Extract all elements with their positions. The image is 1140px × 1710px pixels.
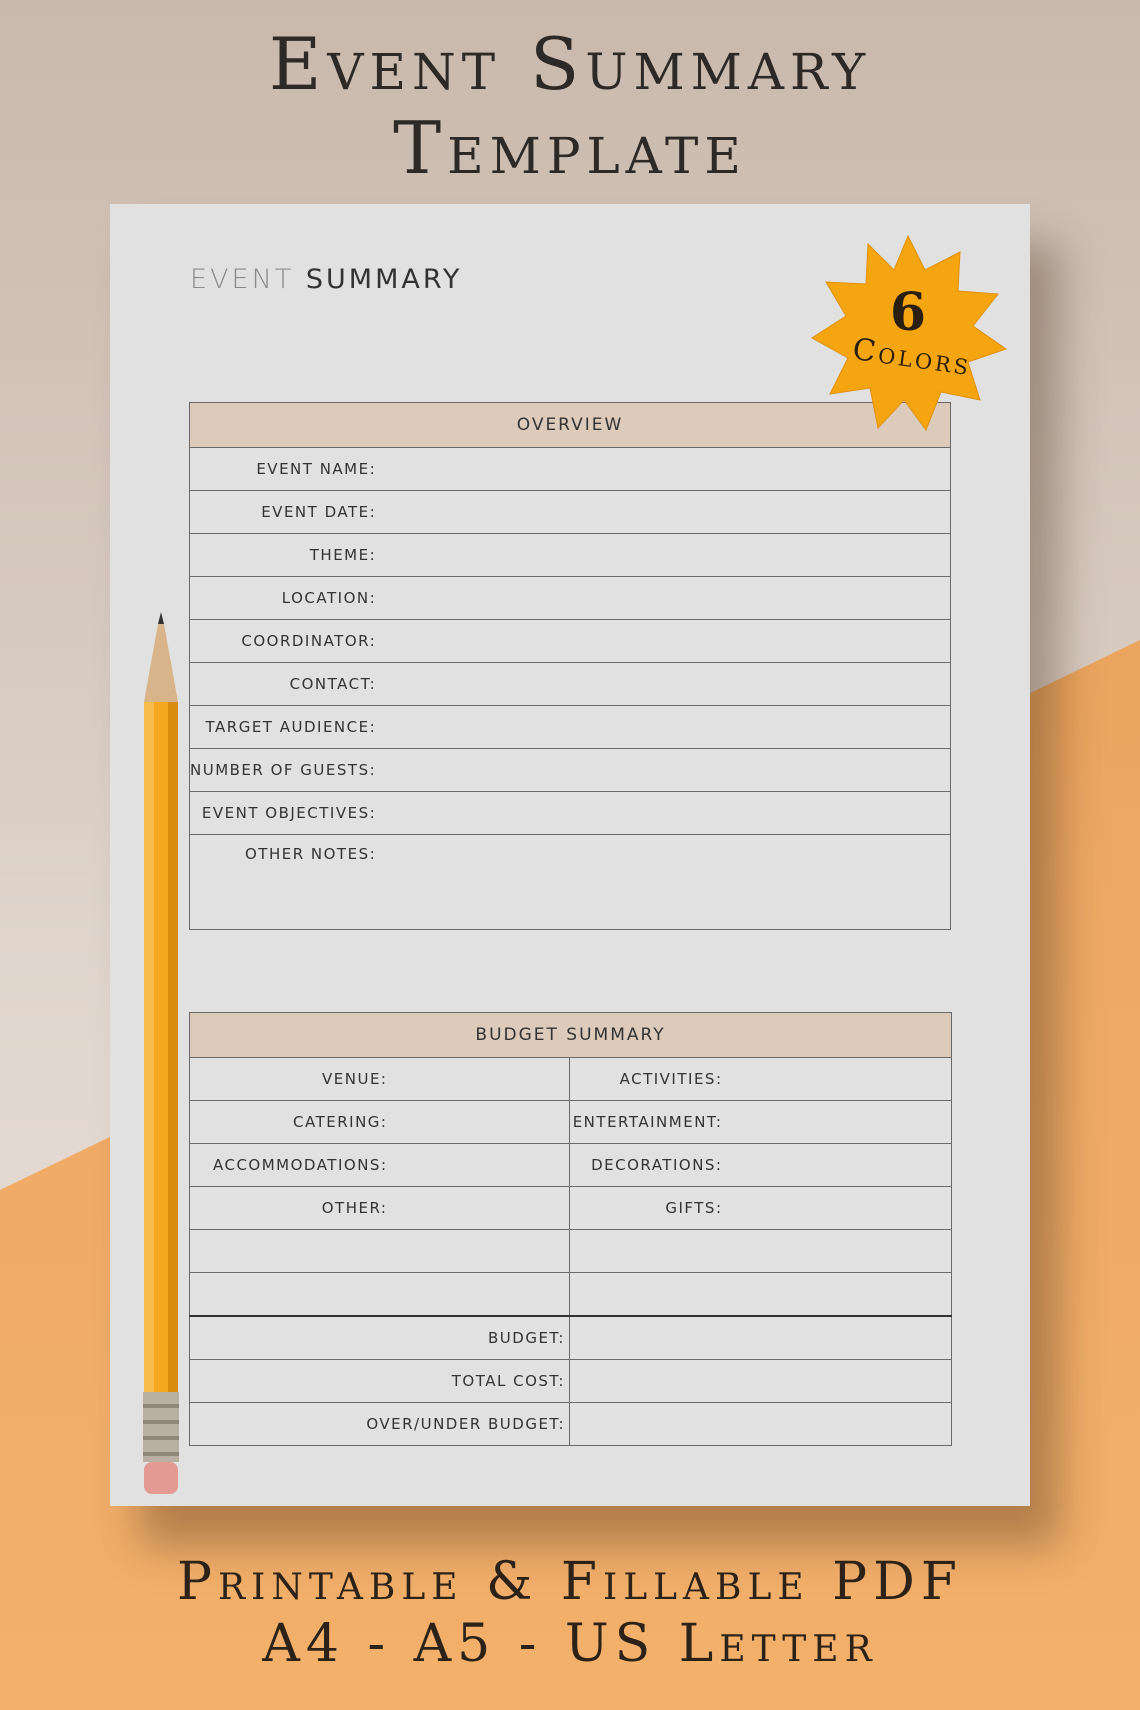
activities-field[interactable] [725, 1058, 952, 1101]
field-label: THEME: [190, 534, 383, 577]
other-field[interactable] [390, 1187, 570, 1230]
other-notes-field[interactable] [382, 835, 950, 930]
field-label: EVENT DATE: [190, 491, 383, 534]
decorations-field[interactable] [725, 1144, 952, 1187]
title-word-event: EVENT [190, 264, 295, 295]
headline-line-2: Template [393, 106, 747, 190]
headline-line-1: Event Summary [268, 22, 872, 106]
blank-field[interactable] [570, 1273, 952, 1317]
gifts-field[interactable] [725, 1187, 952, 1230]
field-label: EVENT NAME: [190, 448, 383, 491]
field-label: ENTERTAINMENT: [570, 1101, 725, 1144]
budget-header: BUDGET SUMMARY [190, 1013, 952, 1058]
field-label: OVER/UNDER BUDGET: [190, 1403, 570, 1446]
catering-field[interactable] [390, 1101, 570, 1144]
blank-field[interactable] [190, 1273, 570, 1317]
field-label: TARGET AUDIENCE: [190, 706, 383, 749]
budget-table [189, 1012, 952, 1446]
pencil-icon [138, 612, 184, 1512]
field-label: ACTIVITIES: [570, 1058, 725, 1101]
field-label: EVENT OBJECTIVES: [190, 792, 383, 835]
field-label: ACCOMMODATIONS: [190, 1144, 390, 1187]
overview-table [189, 402, 951, 930]
number-of-guests-field[interactable] [382, 749, 950, 792]
footer-line-2: A4 - A5 - US Letter [262, 1614, 878, 1674]
field-label: CONTACT: [190, 663, 383, 706]
blank-field[interactable] [190, 1230, 570, 1273]
field-label: BUDGET: [190, 1316, 570, 1360]
field-label: GIFTS: [570, 1187, 725, 1230]
field-label: NUMBER OF GUESTS: [190, 749, 383, 792]
badge-label: Colors [850, 331, 974, 384]
location-field[interactable] [382, 577, 950, 620]
title-word-summary: SUMMARY [305, 264, 463, 295]
over-under-budget-field[interactable] [570, 1403, 952, 1446]
budget-value-field[interactable] [570, 1316, 952, 1360]
blank-field[interactable] [570, 1230, 952, 1273]
field-label: OTHER: [190, 1187, 390, 1230]
entertainment-field[interactable] [725, 1101, 952, 1144]
overview-header: OVERVIEW [190, 403, 951, 448]
theme-field[interactable] [382, 534, 950, 577]
field-label: CATERING: [190, 1101, 390, 1144]
field-label: LOCATION: [190, 577, 383, 620]
contact-field[interactable] [382, 663, 950, 706]
venue-field[interactable] [390, 1058, 570, 1101]
accommodations-field[interactable] [390, 1144, 570, 1187]
footer-line-1: Printable & Fillable PDF [177, 1552, 963, 1612]
total-cost-field[interactable] [570, 1360, 952, 1403]
field-label: VENUE: [190, 1058, 390, 1101]
field-label: TOTAL COST: [190, 1360, 570, 1403]
field-label: OTHER NOTES: [190, 835, 383, 930]
field-label: DECORATIONS: [570, 1144, 725, 1187]
event-objectives-field[interactable] [382, 792, 950, 835]
event-name-field[interactable] [382, 448, 950, 491]
target-audience-field[interactable] [382, 706, 950, 749]
coordinator-field[interactable] [382, 620, 950, 663]
document-title [190, 264, 462, 295]
event-date-field[interactable] [382, 491, 950, 534]
badge-number: 6 [889, 282, 927, 343]
field-label: COORDINATOR: [190, 620, 383, 663]
